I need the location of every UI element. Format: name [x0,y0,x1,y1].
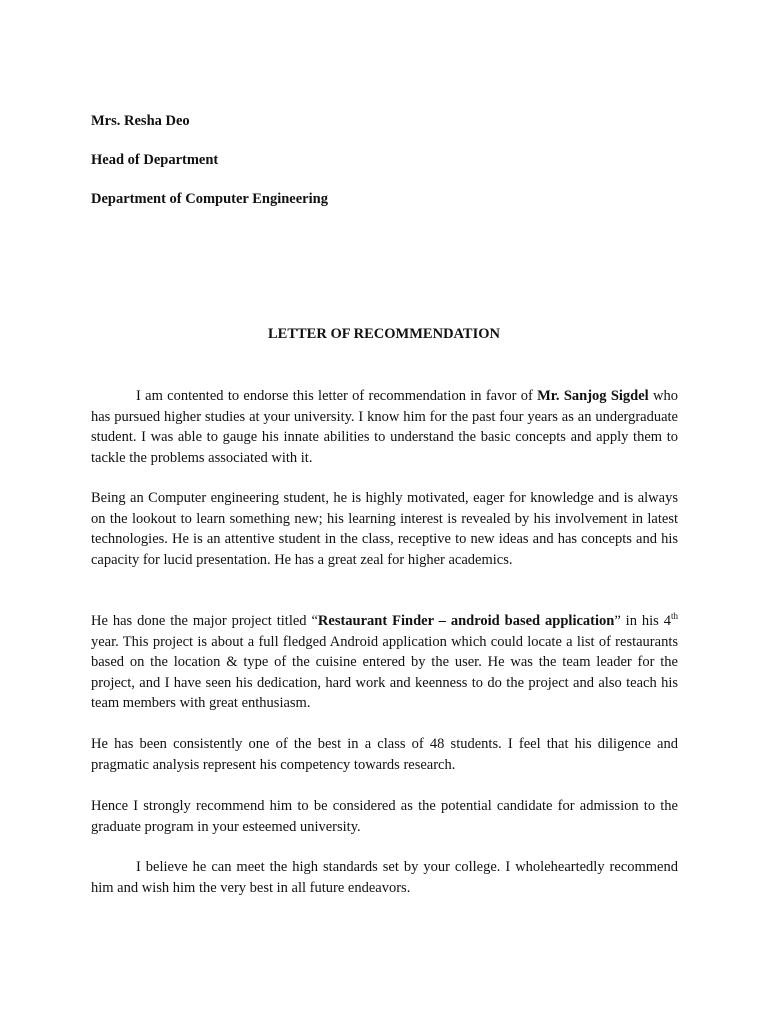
paragraph-ranking: He has been consistently one of the best in a class of 48 students. I feel that his diligence and pragmatic analysis represent his competency towards research. [91,736,678,773]
paragraph-text: who has pursued higher studies at your university. I know him for the past four years as an undergraduate student. I was able to gauge his innate abilities to understand the basic concepts and apply them to tackle the problems associated with it. [91,388,678,466]
paragraph-qualities: Being an Computer engineering student, he is highly motivated, eager for knowledge and is always on the lookout to learn something new; his learning interest is revealed by his involvement in latest technologies. He is an attentive student in the class, receptive to new ideas and has concepts and his capacity for lucid presentation. He has a great zeal for higher academics. [91,490,678,568]
letter-title: LETTER OF RECOMMENDATION [267,326,500,342]
paragraph-text: ” in his 4 [614,613,671,629]
paragraph-project [91,611,678,714]
project-title: Restaurant Finder – android based application [317,613,615,629]
recipient-role: Head of Department [91,152,219,168]
paragraph-closing: I believe he can meet the high standards set by your college. I wholeheartedly recommend him and wish him the very best in all future endeavors. [91,859,678,896]
paragraph-introduction [91,386,678,468]
paragraph-text: year. This project is about a full fledged Android application which could locate a list of restaurants based on the location & type of the cuisine entered by the user. He was the team leader for the project, and I have seen his dedication, hard work and keenness to do the project and also teach his team members with great enthusiasm. [91,633,678,711]
ordinal-suffix: th [670,611,678,622]
paragraph-recommendation: Hence I strongly recommend him to be considered as the potential candidate for admission to the graduate program in your esteemed university. [91,798,678,835]
student-name: Mr. Sanjog Sigdel [537,388,649,404]
paragraph-text: I am contented to endorse this letter of recommendation in favor of [136,388,538,404]
recipient-name: Mrs. Resha Deo [91,113,190,129]
recipient-department: Department of Computer Engineering [91,191,328,207]
paragraph-text: He has done the major project titled “ [91,613,318,629]
